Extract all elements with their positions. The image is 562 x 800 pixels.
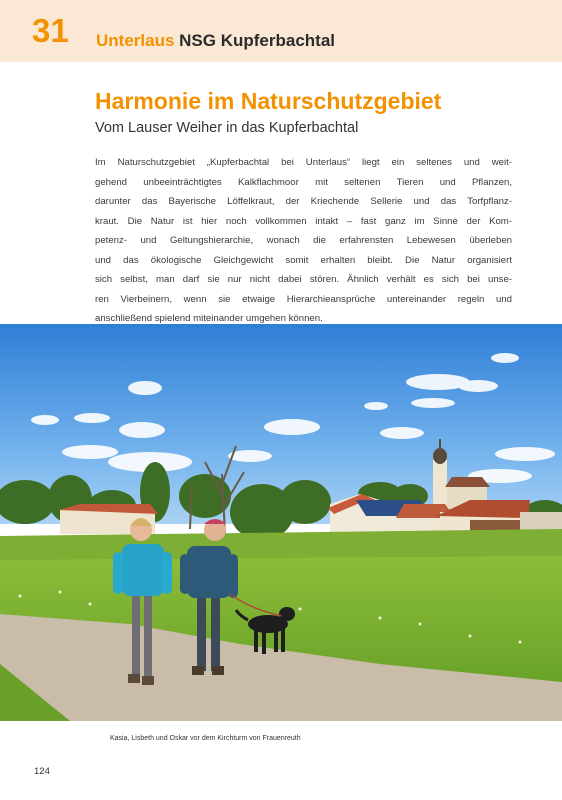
body-line: petenz- und Geltungshierarchie, wonach die erfahrensten Lebewesen überleben xyxy=(95,235,512,246)
tour-area: NSG Kupferbachtal xyxy=(179,31,336,50)
body-line: ren Vierbeinern, wenn sie etwaige Hierarchieansprüche untereinander regeln und xyxy=(95,293,512,305)
body-line: sich selbst, man darf sie nur nicht dabei stören. Ähnlich verhält es sich bei unse- xyxy=(95,274,512,285)
photo-caption: Kasia, Lisbeth und Oskar vor dem Kirchturm von Frauenreuth xyxy=(110,735,301,742)
tour-number: 31 xyxy=(32,12,69,49)
article-subtitle: Vom Lauser Weiher in das Kupferbachtal xyxy=(95,120,359,136)
article-body xyxy=(95,153,512,329)
body-line: Im Naturschutzgebiet „Kupferbachtal bei Unterlaus“ liegt ein seltenes und weit- xyxy=(95,157,512,168)
landscape-photo xyxy=(0,324,562,721)
body-line: darunter das Bayerische Löffelkraut, der Kriechende Sellerie und das Torfpflanz- xyxy=(95,196,512,207)
body-line: kraut. Die Natur ist hier noch vollkommen intakt – fast ganz im Sinne der Kom- xyxy=(95,215,512,227)
chapter-header-band xyxy=(0,0,562,62)
body-line: gehend unbeeinträchtigtes Kalkflachmoor mit seltenen Tieren und Pflanzen, xyxy=(95,176,512,188)
tour-region: Unterlaus xyxy=(96,31,175,50)
article-title: Harmonie im Naturschutzgebiet xyxy=(95,88,442,114)
body-line: und das ökologische Gleichgewicht somit erhalten bleibt. Die Natur organisiert xyxy=(95,254,512,266)
body-line: anschließend spielend miteinander umgehen können. xyxy=(95,313,323,324)
page-number: 124 xyxy=(34,766,50,777)
tour-title xyxy=(96,30,335,52)
